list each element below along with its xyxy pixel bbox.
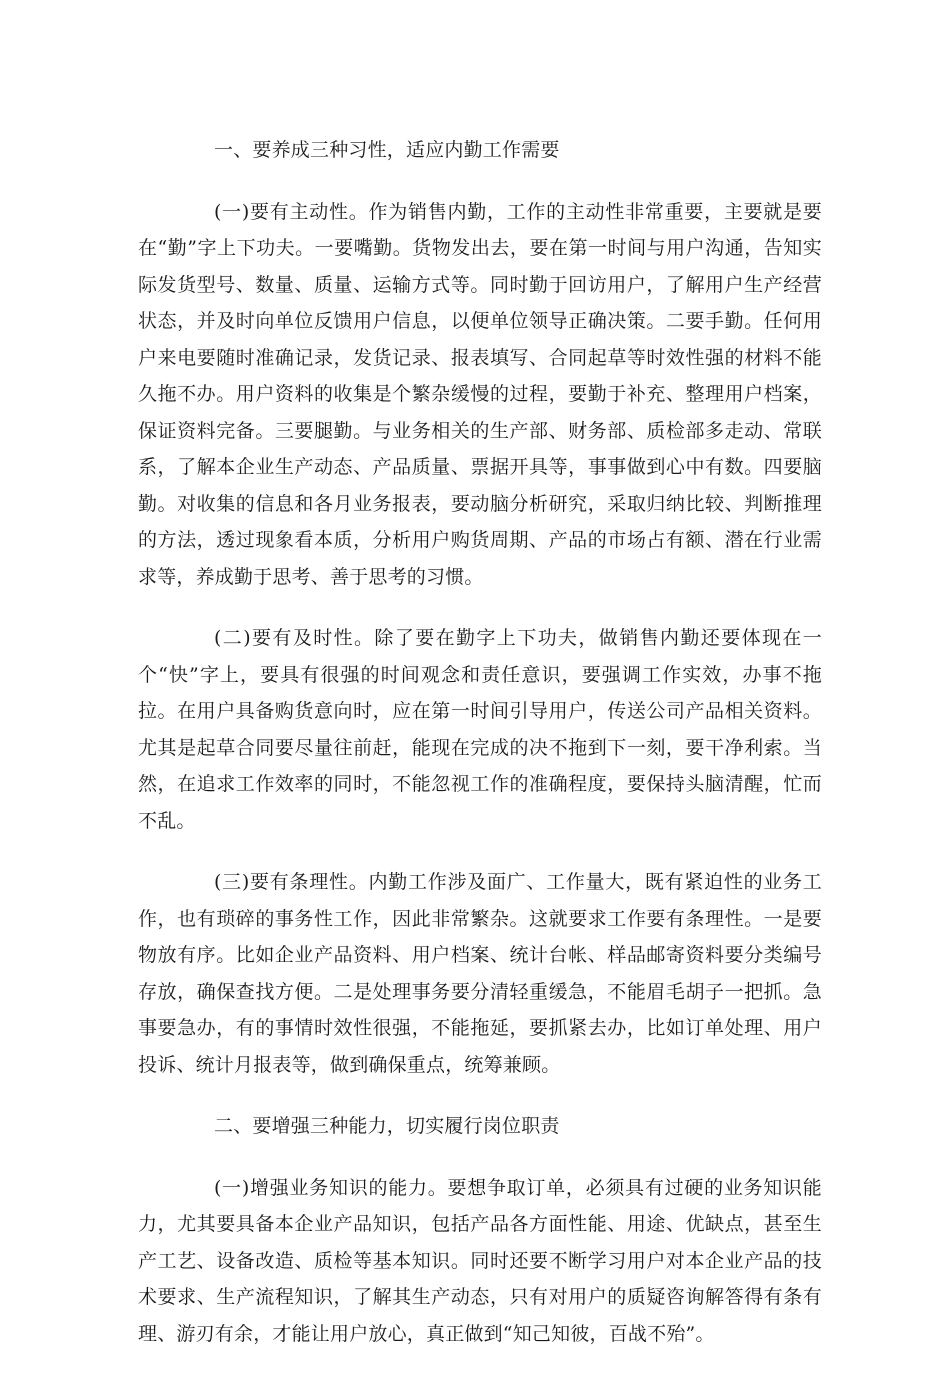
section-heading-2: 二、要增强三种能力，切实履行岗位职责: [214, 1115, 560, 1137]
document-body: [138, 132, 822, 1377]
paragraph-orderliness: (三)要有条理性。内勤工作涉及面广、工作量大，既有紧迫性的业务工作，也有琐碎的事务性工作，因此非常繁杂。这就要求工作要有条理性。一是要物放有序。比如企业产品资料、用户档案、统计台帐、样品邮寄资料要分类编号存放，确保查找方便。二是处理事务要分清轻重缓急，不能眉毛胡子一把抓。急事要急办，有的事情时效性很强，不能拖延，要抓紧去办，比如订单处理、用户投诉、统计月报表等，做到确保重点，统筹兼顾。: [138, 871, 822, 1076]
paragraph-initiative: (一)要有主动性。作为销售内勤，工作的主动性非常重要，主要就是要在“勤”字上下功夫。一要嘴勤。货物发出去，要在第一时间与用户沟通，告知实际发货型号、数量、质量、运输方式等。同时勤于回访用户，了解用户生产经营状态，并及时向单位反馈用户信息，以便单位领导正确决策。二要手勤。任何用户来电要随时准确记录，发货记录、报表填写、合同起草等时效性强的材料不能久拖不办。用户资料的收集是个繁杂缓慢的过程，要勤于补充、整理用户档案，保证资料完备。三要腿勤。与业务相关的生产部、财务部、质检部多走动、常联系，了解本企业生产动态、产品质量、票据开具等，事事做到心中有数。四要脑勤。对收集的信息和各月业务报表，要动脑分析研究，采取归纳比较、判断推理的方法，透过现象看本质，分析用户购货周期、产品的市场占有额、潜在行业需求等，养成勤于思考、善于思考的习惯。: [138, 200, 822, 588]
paragraph-business-knowledge: (一)增强业务知识的能力。要想争取订单，必须具有过硬的业务知识能力，尤其要具备本企业产品知识，包括产品各方面性能、用途、优缺点，甚至生产工艺、设备改造、质检等基本知识。同时还要不断学习用户对本企业产品的技术要求、生产流程知识，了解其生产动态，只有对用户的质疑咨询解答得有条有理、游刃有余，才能让用户放心，真正做到“知己知彼，百战不殆”。: [138, 1176, 822, 1345]
paragraph-timeliness: (二)要有及时性。除了要在勤字上下功夫，做销售内勤还要体现在一个“快”字上，要具有很强的时间观念和责任意识，要强调工作实效，办事不拖拉。在用户具备购货意向时，应在第一时间引导用户，传送公司产品相关资料。尤其是起草合同要尽量往前赶，能现在完成的决不拖到下一刻，要干净利索。当然，在追求工作效率的同时，不能忽视工作的准确程度，要保持头脑清醒，忙而不乱。: [138, 627, 822, 832]
section-heading-1: 一、要养成三种习性，适应内勤工作需要: [214, 139, 560, 161]
